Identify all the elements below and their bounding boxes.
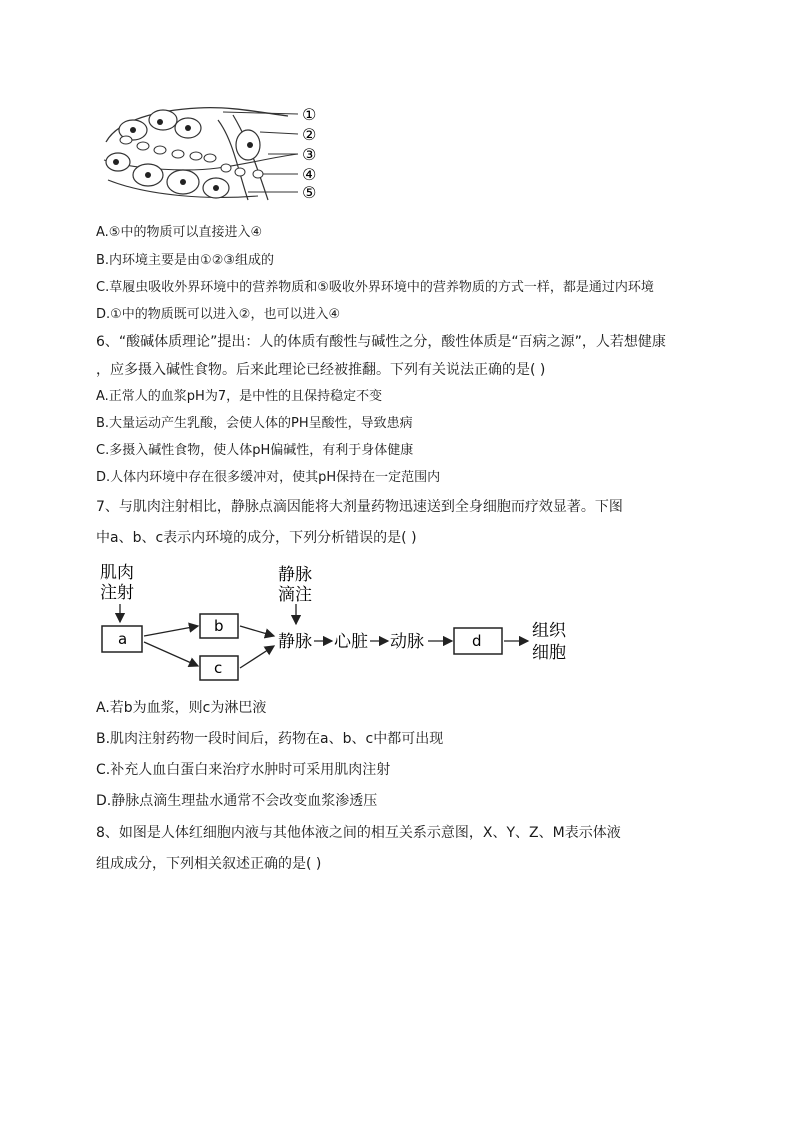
- q7-option-a: A.若b为血浆，则c为淋巴液: [96, 700, 267, 716]
- figure1-label-4: ④: [302, 165, 317, 184]
- q6-option-a: A.正常人的血浆pH为7，是中性的且保持稳定不变: [96, 389, 383, 404]
- vein-label: 静脉: [278, 632, 312, 652]
- iv-drip-label-2: 滴注: [278, 585, 312, 605]
- q6-stem-line2: ，应多摄入碱性食物。后来此理论已经被推翻。下列有关说法正确的是( ): [96, 362, 546, 378]
- q7-option-b: B.肌肉注射药物一段时间后，药物在a、b、c中都可出现: [96, 731, 444, 747]
- q5-option-b: B.内环境主要是由①②③组成的: [96, 253, 275, 268]
- q6-stem-line1: 6、“酸碱体质理论”提出：人的体质有酸性与碱性之分，酸性体质是“百病之源”，人若想健康: [96, 334, 666, 350]
- artery-label: 动脉: [390, 632, 424, 652]
- q7-option-d: D.静脉点滴生理盐水通常不会改变血浆渗透压: [96, 793, 378, 809]
- figure1-label-1: ①: [302, 105, 317, 124]
- q7-stem-line1: 7、与肌肉注射相比，静脉点滴因能将大剂量药物迅速送到全身细胞而疗效显著。下图: [96, 499, 623, 515]
- muscle-injection-label-2: 注射: [100, 583, 134, 603]
- box-b: b: [214, 617, 224, 635]
- iv-drip-label-1: 静脉: [278, 565, 312, 585]
- muscle-injection-label-1: 肌肉: [100, 563, 134, 583]
- q8-stem-line2: 组成成分，下列相关叙述正确的是( ): [96, 856, 322, 872]
- q6-option-d: D.人体内环境中存在很多缓冲对，使其pH保持在一定范围内: [96, 470, 441, 485]
- tissue-cell-label-2: 细胞: [532, 643, 566, 663]
- box-c: c: [214, 659, 223, 677]
- q5-option-d: D.①中的物质既可以进入②，也可以进入④: [96, 307, 341, 322]
- q6-option-c: C.多摄入碱性食物，使人体pH偏碱性，有利于身体健康: [96, 443, 414, 458]
- tissue-cell-label-1: 组织: [532, 621, 566, 641]
- box-a: a: [118, 630, 128, 648]
- figure1-label-2: ②: [302, 125, 317, 144]
- q8-stem-line1: 8、如图是人体红细胞内液与其他体液之间的相互关系示意图，X、Y、Z、M表示体液: [96, 825, 621, 841]
- q5-option-a: A.⑤中的物质可以直接进入④: [96, 225, 263, 240]
- box-d: d: [472, 632, 482, 650]
- figure1-label-5: ⑤: [302, 183, 317, 202]
- q6-option-b: B.大量运动产生乳酸，会使人体的PH呈酸性，导致患病: [96, 416, 413, 431]
- injection-flow-diagram: [96, 558, 576, 688]
- heart-label: 心脏: [334, 632, 368, 652]
- q7-stem-line2: 中a、b、c表示内环境的成分，下列分析错误的是( ): [96, 530, 417, 546]
- q5-option-c: C.草履虫吸收外界环境中的营养物质和⑤吸收外界环境中的营养物质的方式一样，都是通过内环境: [96, 280, 654, 295]
- figure1-label-3: ③: [302, 145, 317, 164]
- q7-option-c: C.补充人血白蛋白来治疗水肿时可采用肌肉注射: [96, 762, 391, 778]
- tissue-diagram: [98, 100, 328, 210]
